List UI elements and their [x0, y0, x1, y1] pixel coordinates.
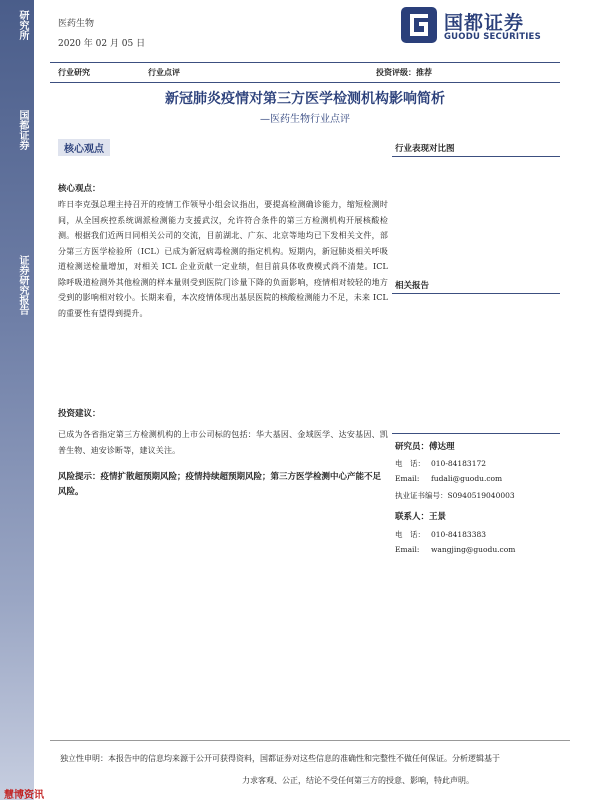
risk-warning: 风险提示：疫情扩散超预期风险；疫情持续超预期风险；第三方医学检测中心产能不足风险。 — [58, 472, 382, 497]
category-row — [58, 67, 558, 81]
report-date: 2020 年 02 月 05 日 — [58, 39, 146, 49]
analyst-cert-row — [395, 490, 515, 501]
contact-heading: 联系人：王景 — [395, 512, 447, 522]
core-view-heading: 核心观点： — [58, 184, 101, 194]
analyst-rule — [392, 433, 560, 434]
category-comment: 行业点评 — [148, 68, 180, 77]
related-reports-rule — [392, 293, 560, 294]
contact-phone-label: 电 话： — [395, 530, 425, 539]
investment-advice-paragraph: 已成为各省指定第三方检测机构的上市公司标的包括：华大基因、金域医学、达安基因、凯普生物、迪安诊断等，建议关注。 — [58, 430, 388, 455]
analyst-email[interactable]: fudali@guodu.com — [431, 474, 503, 483]
report-subtitle: —医药生物行业点评 — [260, 114, 350, 125]
disclaimer-line-2: 力求客观、公正，结论不受任何第三方的授意、影响，特此声明。 — [242, 776, 474, 785]
header-rule-bottom — [50, 82, 560, 83]
watermark-text: 慧博资讯 — [4, 790, 44, 800]
performance-rule — [392, 156, 560, 157]
logo-text-en: GUODU SECURITIES — [444, 32, 541, 42]
analyst-email-label: Email: — [395, 474, 420, 483]
analyst-phone-label: 电 话： — [395, 459, 425, 468]
analyst-phone: 010-84183172 — [431, 459, 487, 468]
category-research: 行业研究 — [58, 68, 90, 77]
analyst-heading: 研究员：傅达理 — [395, 442, 455, 452]
investment-rating: 投资评级：推荐 — [376, 68, 432, 77]
side-label-research: 研究所 — [17, 10, 28, 40]
footer-disclaimer — [60, 748, 560, 792]
investment-advice-heading: 投资建议： — [58, 409, 101, 419]
side-label-report: 证券研究报告 — [17, 255, 28, 315]
logo-mark-icon — [400, 6, 438, 44]
analyst-cert: S0940519040003 — [447, 491, 515, 500]
analyst-cert-label: 执业证书编号： — [395, 491, 448, 500]
related-reports-heading: 相关报告 — [395, 281, 430, 291]
contact-email-row — [395, 545, 515, 554]
contact-phone: 010-84183383 — [431, 530, 487, 539]
industry-label: 医药生物 — [58, 19, 95, 29]
contact-email[interactable]: wangjing@guodu.com — [431, 545, 516, 554]
report-title: 新冠肺炎疫情对第三方医学检测机构影响简析 — [165, 91, 445, 107]
contact-phone-row — [395, 529, 486, 540]
disclaimer-line-1: 独立性申明：本报告中的信息均来源于公开可获得资料，国都证券对这些信息的准确性和完整性不做任何保证。分析逻辑基于 — [60, 754, 500, 763]
company-logo — [400, 6, 570, 46]
industry-performance-heading: 行业表现对比图 — [395, 144, 455, 154]
analyst-phone-row — [395, 458, 486, 469]
header-rule-top — [50, 62, 560, 63]
report-meta — [58, 14, 145, 54]
core-view-box: 核心观点 — [58, 139, 110, 156]
side-label-brand: 国都证券 — [17, 110, 28, 150]
logo-text-cn: 国都证券 — [444, 12, 525, 34]
contact-email-label: Email: — [395, 545, 420, 554]
core-view-paragraph: 昨日李克强总理主持召开的疫情工作领导小组会议指出，要提高检测确诊能力，缩短检测时间，从全国疾控系统调派检测能力支援武汉，允许符合条件的第三方检测机构开展核酸检测。根据我们近两日同相关公司的交流，目前湖北、广东、北京等地均已下发相关文件，部分第三方医学检验所（ICL）已成为新冠病毒检测的指定机构。短期内，新冠肺炎相关呼吸道检测送检量增加，对相关 ICL 企业贡献一定业绩，但目前具体收费模式尚不清楚。ICL 除呼吸道检测外其他检测的样本量则受到医院门诊量下降的负面影响，疫情相对较轻的地方受到的影响相对较小。长期来看，本次疫情体现出基层医院的核酸检测能力不足，未来 ICL 的重要性有望得到提升。 — [58, 200, 388, 318]
analyst-email-row — [395, 474, 502, 483]
